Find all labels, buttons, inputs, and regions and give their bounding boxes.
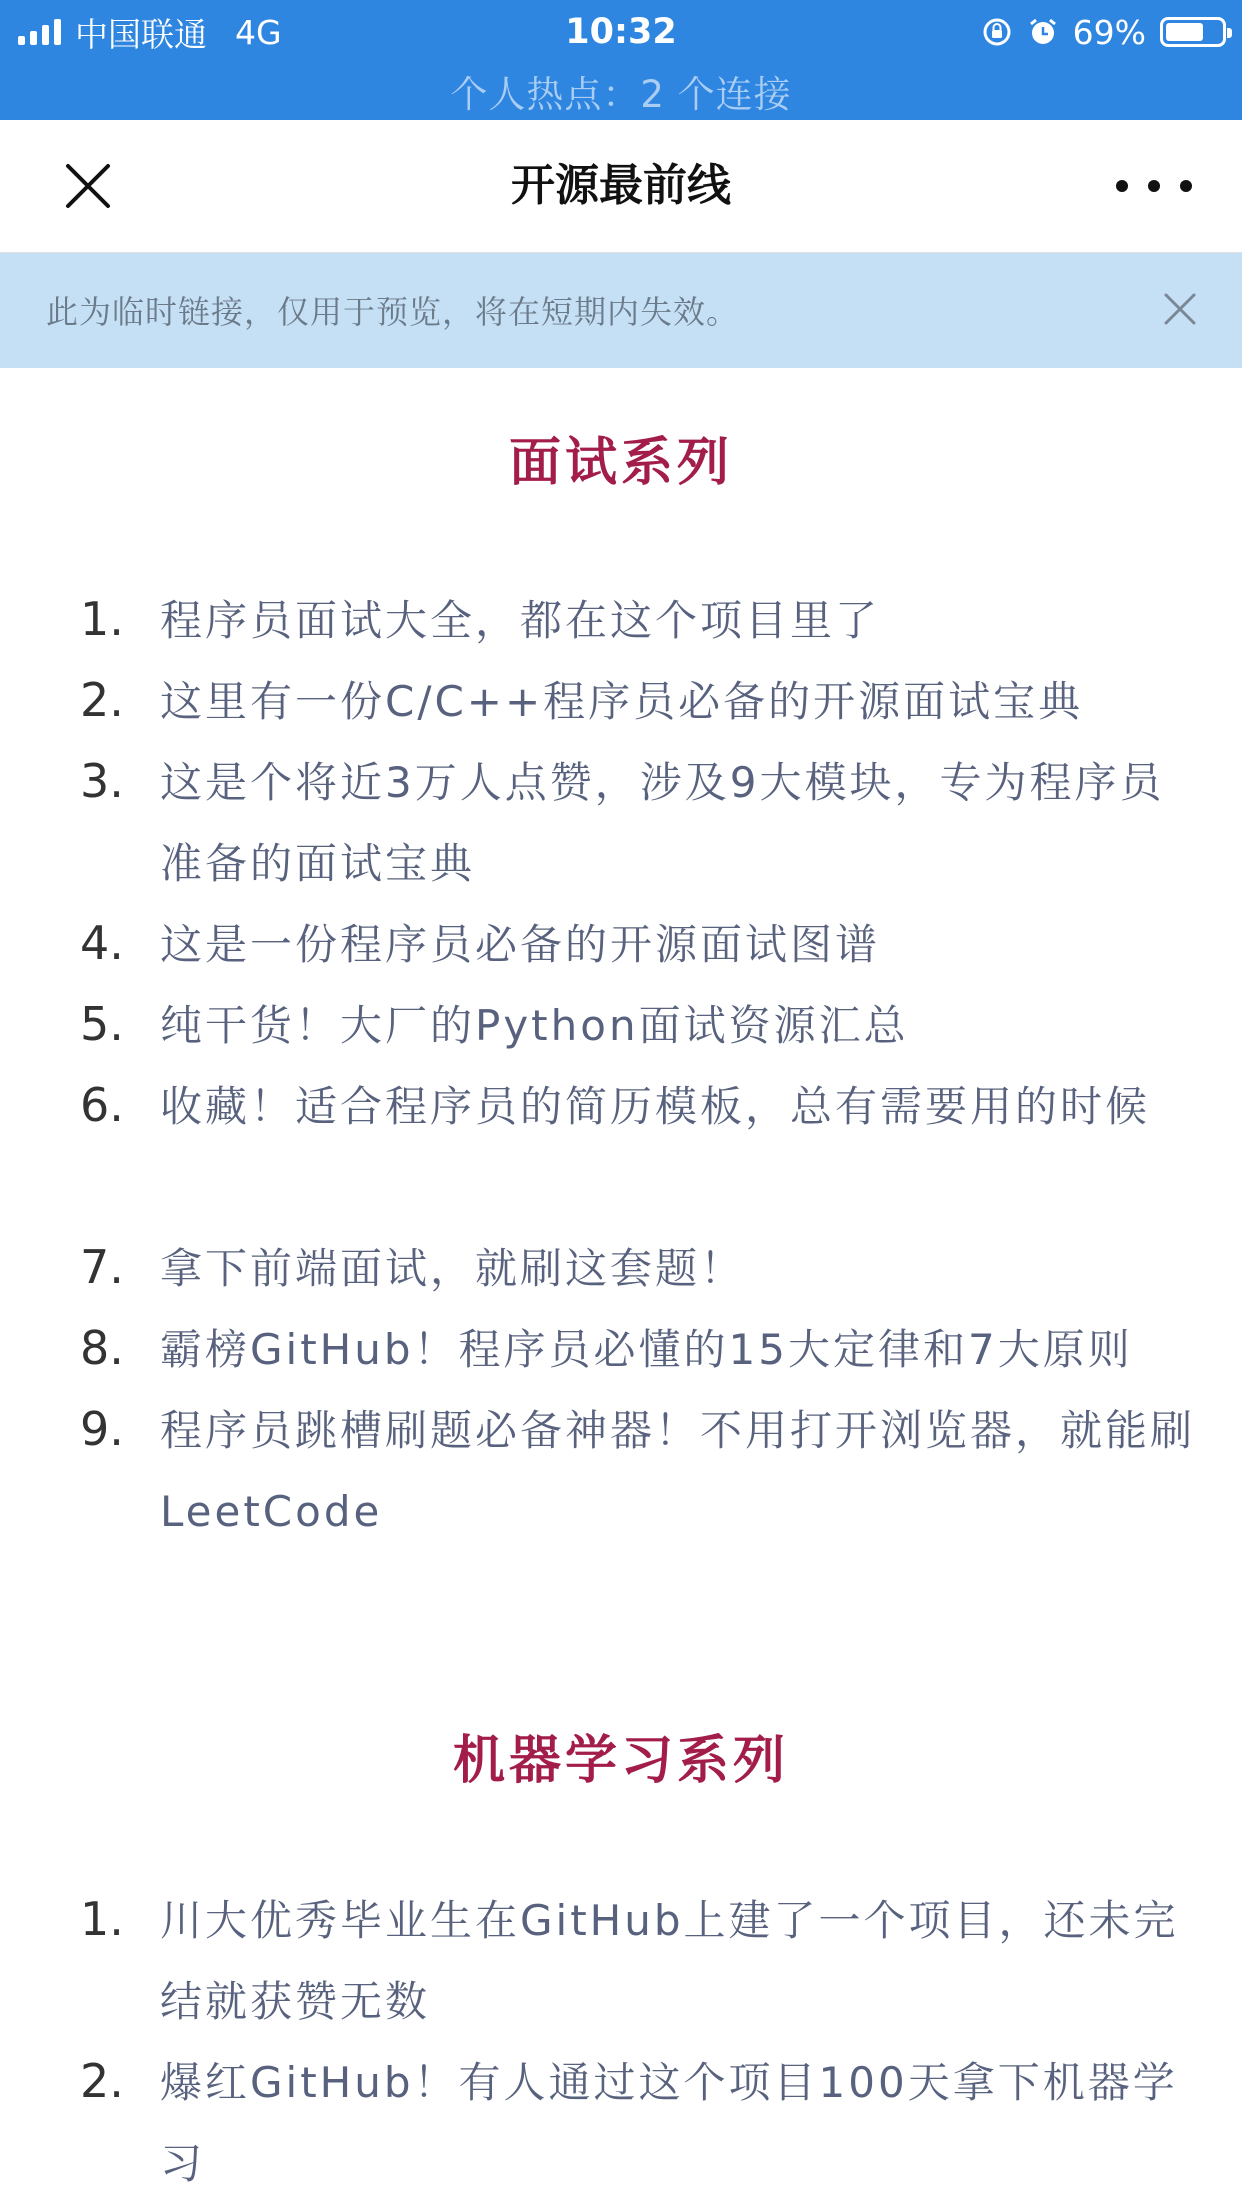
list-link[interactable]: 这是个将近3万人点赞，涉及9大模块，专为程序员准备的面试宝典 — [160, 758, 1165, 888]
list-number: 2. — [80, 673, 124, 727]
list-link[interactable]: 拿下前端面试，就刷这套题！ — [160, 1244, 746, 1293]
dismiss-notice-icon[interactable] — [1160, 289, 1200, 329]
list-number: 1. — [80, 1892, 124, 1946]
list-link[interactable]: 纯干货！大厂的Python面试资源汇总 — [160, 1001, 909, 1050]
list-link[interactable]: 这是一份程序员必备的开源面试图谱 — [160, 920, 881, 969]
list-link[interactable]: 这里有一份C/C++程序员必备的开源面试宝典 — [160, 677, 1084, 726]
status-bar — [0, 0, 1242, 120]
list-number: 8. — [80, 1321, 124, 1375]
list-number: 5. — [80, 997, 124, 1051]
list-number: 9. — [80, 1402, 124, 1456]
more-icon[interactable] — [1116, 172, 1192, 200]
list-link[interactable]: 霸榜GitHub！程序员必懂的15大定律和7大原则 — [160, 1325, 1133, 1374]
list-link[interactable]: 爆红GitHub！有人通过这个项目100天拿下机器学习 — [160, 2058, 1178, 2188]
status-time: 10:32 — [565, 12, 677, 52]
network-type: 4G — [235, 12, 282, 52]
nav-bar — [0, 120, 1242, 253]
battery-percent: 69% — [1072, 12, 1146, 52]
list-number: 2. — [80, 2054, 124, 2108]
list-link[interactable]: 收藏！适合程序员的简历模板，总有需要用的时候 — [160, 1082, 1151, 1131]
orientation-lock-icon — [981, 16, 1013, 48]
section-title-interview: 面试系列 — [508, 433, 733, 493]
notice-text: 此为临时链接，仅用于预览，将在短期内失效。 — [46, 293, 740, 331]
list-link[interactable]: 程序员跳槽刷题必备神器！不用打开浏览器，就能刷LeetCode — [160, 1406, 1196, 1536]
battery-icon — [1160, 17, 1226, 47]
alarm-icon — [1027, 16, 1059, 48]
page-title: 开源最前线 — [511, 160, 731, 211]
status-right — [981, 10, 1226, 54]
list-number: 1. — [80, 592, 124, 646]
temporary-link-notice — [0, 253, 1242, 368]
battery-level — [1166, 23, 1203, 41]
list-number: 3. — [80, 754, 124, 808]
list-link[interactable]: 川大优秀毕业生在GitHub上建了一个项目，还未完结就获赞无数 — [160, 1896, 1179, 2026]
list-number: 6. — [80, 1078, 124, 1132]
list-number: 7. — [80, 1240, 124, 1294]
list-number: 4. — [80, 916, 124, 970]
section-title-machine-learning: 机器学习系列 — [452, 1731, 789, 1791]
list-link[interactable]: 程序员面试大全，都在这个项目里了 — [160, 596, 881, 645]
carrier-name: 中国联通 — [75, 14, 207, 54]
hotspot-status[interactable]: 个人热点：2 个连接 — [450, 73, 792, 116]
